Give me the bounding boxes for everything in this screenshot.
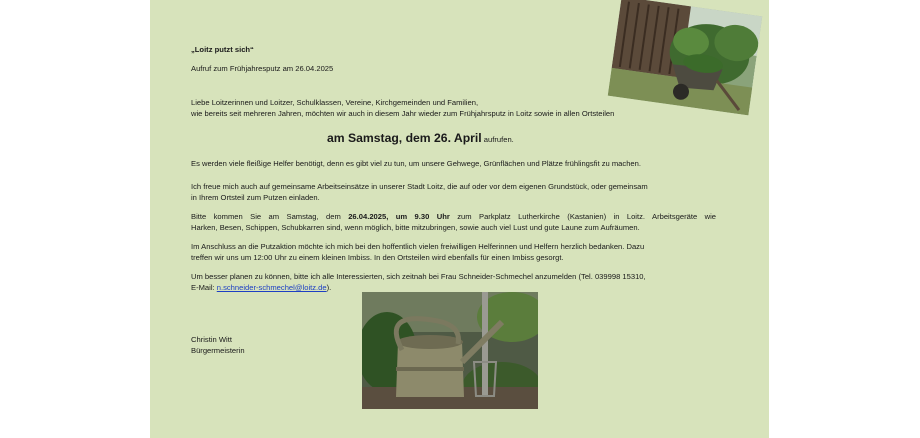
watering-can-photo	[362, 292, 538, 409]
intro-text: wie bereits seit mehreren Jahren, möchten wir auch in diesem Jahr wieder zum Frühjahrsputz in Loitz sowie in allen Ortsteilen	[191, 109, 615, 118]
paragraph-meeting-line1	[191, 211, 716, 222]
meeting-post: zum Parkplatz Lutherkirche (Kastanien) in Loitz. Arbeitsgeräte wie	[449, 212, 716, 221]
document-title: „Loitz putzt sich“	[191, 45, 254, 54]
meeting-datetime: 26.04.2025, um 9.30 Uhr	[348, 212, 450, 221]
paragraph-register-line1: Um besser planen zu können, bitte ich alle Interessierten, sich zeitnah bei Frau Schneider-Schmechel anzumelden (Tel. 039998 15310,	[191, 272, 646, 281]
signature-name: Christin Witt	[191, 335, 232, 344]
paragraph-register-line2	[191, 282, 331, 293]
email-end: ).	[326, 283, 332, 292]
wheelbarrow-garden-photo	[608, 0, 763, 115]
paragraph-meeting-line2: Harken, Besen, Schippen, Schubkarren sind, wenn möglich, bitte mitzubringen, sowie auch viel Lust und gute Laune zum Aufräumen.	[191, 223, 640, 232]
date-headline-line	[327, 130, 514, 148]
paragraph-helpers: Es werden viele fleißige Helfer benötigt, denn es gibt viel zu tun, um unsere Gehwege, Grünflächen und Plätze frühlingsfit zu machen.	[191, 159, 641, 168]
email-link[interactable]: n.schneider-schmechel@loitz.de	[216, 283, 327, 292]
meeting-pre: Bitte kommen Sie am Samstag, dem	[191, 212, 349, 221]
paragraph-invite-line2: in Ihrem Ortsteil zum Putzen einladen.	[191, 193, 320, 202]
email-label: E-Mail:	[191, 283, 217, 292]
date-suffix: aufrufen.	[483, 135, 514, 144]
document-subtitle: Aufruf zum Frühjahresputz am 26.04.2025	[191, 64, 334, 73]
date-headline: am Samstag, dem 26. April	[327, 131, 482, 145]
salutation: Liebe Loitzerinnen und Loitzer, Schulklassen, Vereine, Kirchgemeinden und Familien,	[191, 98, 479, 107]
signature-role: Bürgermeisterin	[191, 346, 245, 355]
paragraph-invite-line1: Ich freue mich auch auf gemeinsame Arbeitseinsätze in unserer Stadt Loitz, die auf oder vor dem eigenen Grundstück, oder gemeinsam	[191, 182, 648, 191]
paragraph-thanks-line1: Im Anschluss an die Putzaktion möchte ich mich bei den hoffentlich vielen freiwilligen Helferinnen und Helfern herzlich bedanken. Dazu	[191, 242, 645, 251]
paragraph-thanks-line2: treffen wir uns um 12:00 Uhr zu einem kleinen Imbiss. In den Ortsteilen wird ebenfalls für einen Imbiss gesorgt.	[191, 253, 564, 262]
